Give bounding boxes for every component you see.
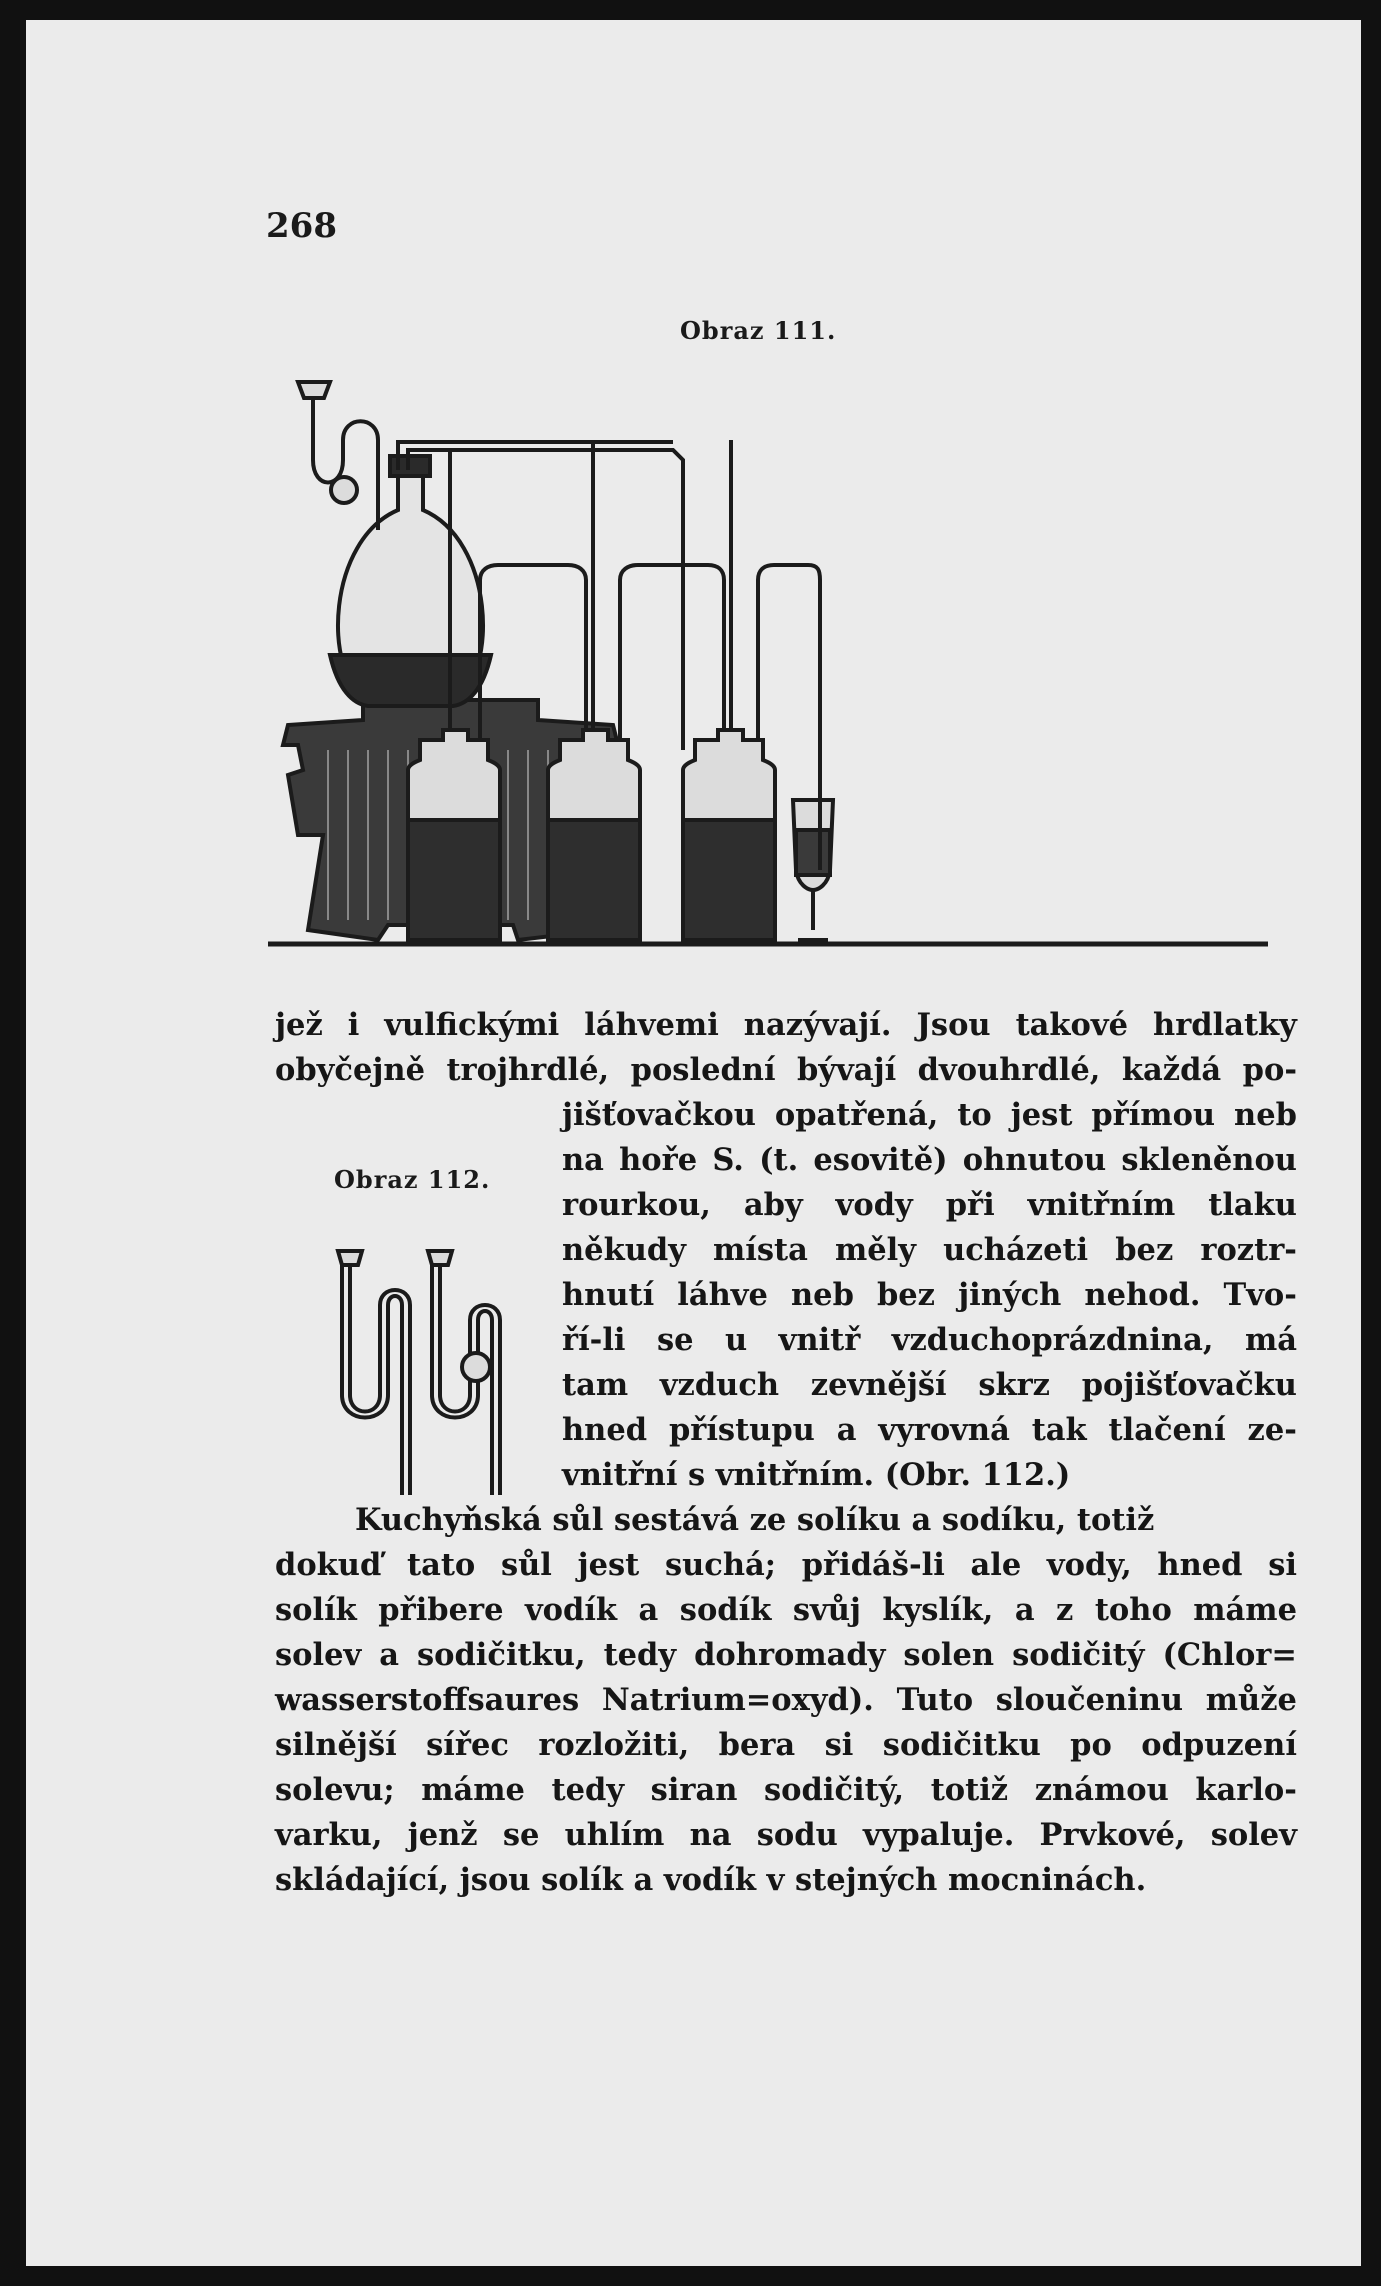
text-line: varku, jenž se uhlím na sodu vypaluje. Prvkové, solev (275, 1817, 1297, 1853)
text-line: někudy místa měly ucházeti bez roztr- (562, 1232, 1297, 1268)
text-line: solev a sodičitku, tedy dohromady solen sodičitý (Chlor= (275, 1637, 1297, 1673)
text-line: tam vzduch zevnější skrz pojišťovačku (562, 1367, 1297, 1403)
text-line: na hoře S. (t. esovitě) ohnutou skleněnou (562, 1142, 1297, 1178)
figure-111-illustration (268, 370, 1268, 952)
text-line: obyčejně trojhrdlé, poslední bývají dvouhrdlé, každá po- (275, 1052, 1297, 1088)
text-line: hned přístupu a vyrovná tak tlačení ze- (562, 1412, 1297, 1448)
page-number: 268 (266, 206, 337, 246)
text-line: wasserstoffsaures Natrium=oxyd). Tuto sloučeninu může (275, 1682, 1297, 1718)
text-line: vnitřní s vnitřním. (Obr. 112.) (562, 1457, 1071, 1493)
text-line: rourkou, aby vody při vnitřním tlaku (562, 1187, 1297, 1223)
text-line: hnutí láhve neb bez jiných nehod. Tvo- (562, 1277, 1297, 1313)
figure-111-caption: Obraz 111. (680, 316, 837, 345)
text-line: dokuď tato sůl jest suchá; přidáš-li ale vody, hned si (275, 1547, 1297, 1583)
figure-112-caption: Obraz 112. (334, 1165, 491, 1194)
text-line: ří-li se u vnitř vzduchoprázdnina, má (562, 1322, 1297, 1358)
text-line: Kuchyňská sůl sestává ze solíku a sodíku, totiž (355, 1502, 1155, 1538)
text-line: jišťovačkou opatřená, to jest přímou neb (562, 1097, 1297, 1133)
text-line: silnější sířec rozložiti, bera si sodičitku po odpuzení (275, 1727, 1297, 1763)
text-line: jež i vulfickými láhvemi nazývají. Jsou takové hrdlatky (275, 1007, 1297, 1043)
text-line: solík přibere vodík a sodík svůj kyslík, a z toho máme (275, 1592, 1297, 1628)
text-line: solevu; máme tedy siran sodičitý, totiž známou karlo- (275, 1772, 1297, 1808)
figure-112-illustration (330, 1245, 520, 1515)
text-line: skládající, jsou solík a vodík v stejných mocninách. (275, 1862, 1147, 1898)
